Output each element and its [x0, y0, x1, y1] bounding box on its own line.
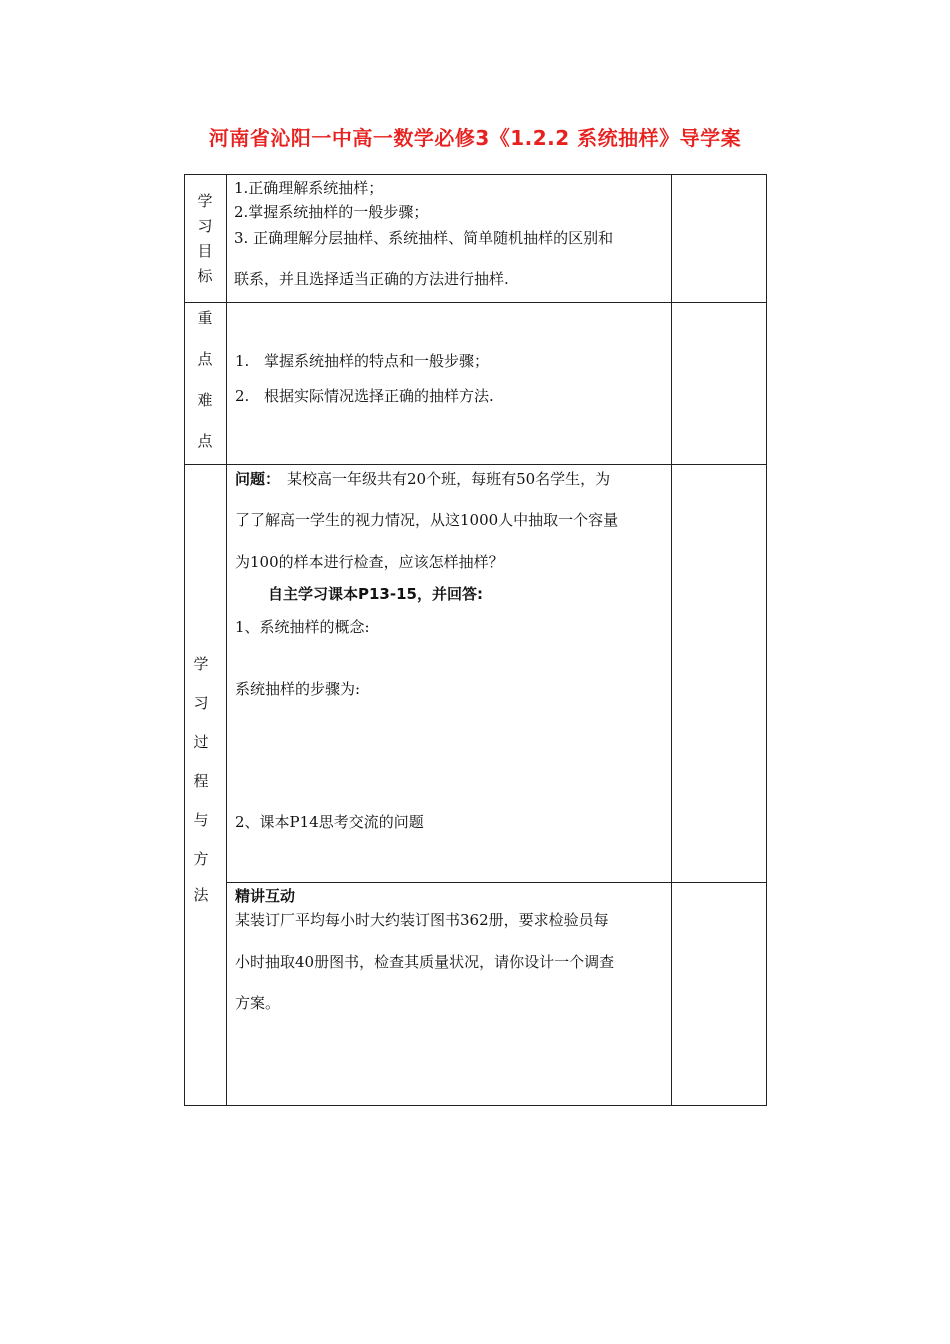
objectives-label-char: 目 [197, 242, 213, 260]
key-point-text: 掌握系统抽样的特点和一般步骤； [264, 352, 490, 370]
objectives-label-char: 学 [197, 192, 213, 210]
column-divider-2 [671, 174, 672, 1106]
problem-text: 了了解高一学生的视力情况，从这1000人中抽取一个容量 [235, 511, 619, 529]
exercise-text: 方案。 [235, 994, 281, 1012]
process-label-char: 法 [193, 886, 209, 904]
process-label-char: 习 [193, 694, 209, 712]
process-label-char: 程 [193, 772, 209, 790]
process-label-char: 过 [193, 733, 209, 751]
objectives-label-char: 习 [197, 217, 213, 235]
process-label-char: 学 [193, 655, 209, 673]
table-border-left [184, 174, 185, 1106]
table-border-bottom [184, 1105, 767, 1106]
objectives-label-char: 标 [197, 267, 213, 285]
question-sampling-steps: 系统抽样的步骤为: [235, 680, 361, 698]
question-textbook-discussion: 2、课本P14思考交流的问题 [235, 813, 424, 831]
key-points-label-char: 点 [197, 350, 213, 368]
key-point-number: 2. [235, 387, 250, 405]
problem-text: 为100的样本进行检查，应该怎样抽样？ [235, 553, 504, 571]
objective-line: 2.掌握系统抽样的一般步骤； [234, 203, 429, 221]
exercise-text: 小时抽取40册图书，检查其质量状况，请你设计一个调查 [235, 953, 615, 971]
row-divider-1 [184, 302, 767, 303]
self-study-heading: 自主学习课本P13-15，并回答: [268, 585, 483, 603]
problem-label: 问题： [235, 470, 281, 488]
table-border-top [184, 174, 767, 175]
key-point-text: 根据实际情况选择正确的抽样方法. [264, 387, 494, 405]
objective-line: 联系，并且选择适当正确的方法进行抽样. [234, 270, 509, 288]
key-points-label-char: 重 [197, 309, 213, 327]
key-points-label-char: 难 [197, 391, 213, 409]
objective-line: 3. 正确理解分层抽样、系统抽样、简单随机抽样的区别和 [234, 229, 614, 247]
row-divider-3 [226, 882, 767, 883]
row-divider-2 [184, 464, 767, 465]
process-label-char: 方 [193, 850, 209, 868]
key-points-label-char: 点 [197, 432, 213, 450]
exercise-text: 某装订厂平均每小时大约装订图书362册，要求检验员每 [235, 911, 609, 929]
question-system-sampling-concept: 1、系统抽样的概念: [235, 618, 370, 636]
column-divider-1 [226, 174, 227, 1106]
interactive-heading: 精讲互动 [235, 887, 296, 905]
key-point-number: 1. [235, 352, 250, 370]
document-title: 河南省沁阳一中高一数学必修3《1.2.2 系统抽样》导学案 [208, 126, 742, 150]
problem-text: 某校高一年级共有20个班，每班有50名学生，为 [287, 470, 611, 488]
table-border-right [766, 174, 767, 1106]
objective-line: 1.正确理解系统抽样； [234, 179, 384, 197]
process-label-char: 与 [193, 811, 209, 829]
